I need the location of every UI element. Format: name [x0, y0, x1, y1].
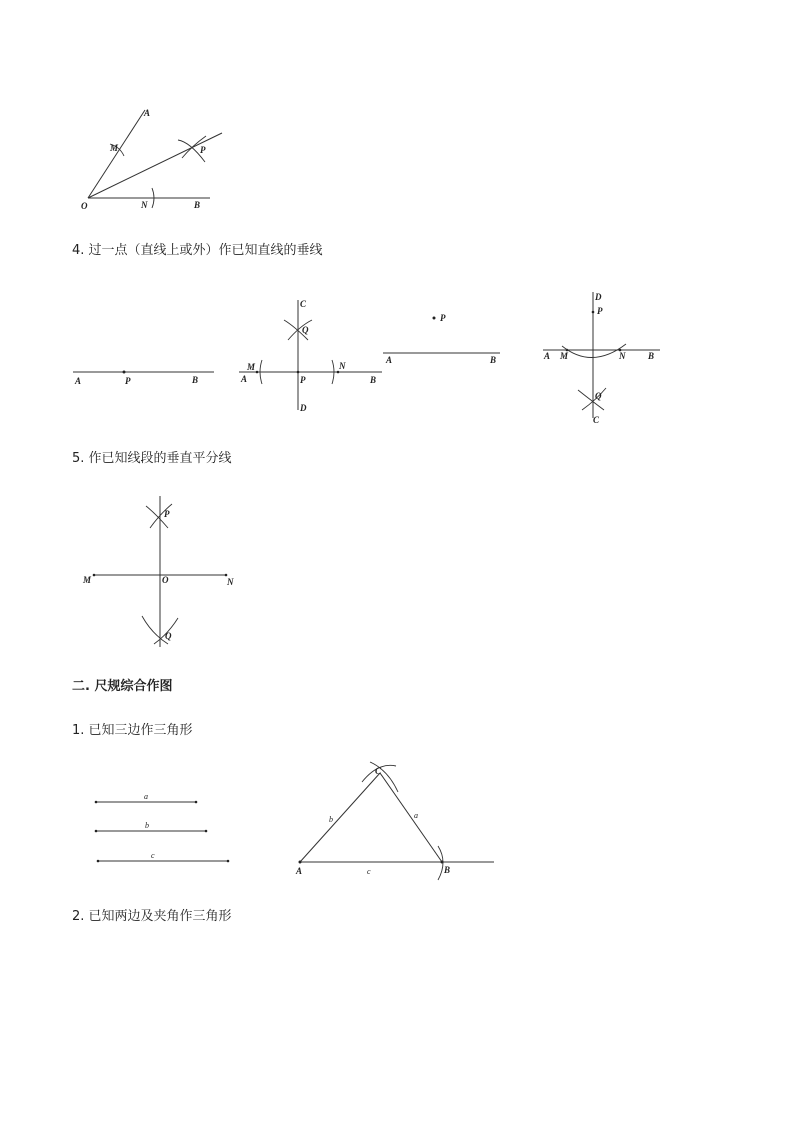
label-c-vertex: C [375, 766, 382, 776]
label-b-side: b [329, 815, 333, 824]
label-m: M [110, 143, 119, 153]
label-p: P [597, 306, 603, 316]
label-d: D [595, 292, 602, 302]
perp-bisector-figure [76, 492, 246, 652]
label-c: C [593, 415, 600, 425]
label-b: B [490, 355, 497, 365]
label-a: A [544, 351, 551, 361]
perp-on-line-result-figure [236, 296, 386, 416]
segment-b-end [205, 830, 208, 833]
label-b: B [648, 351, 655, 361]
label-m: M [560, 351, 569, 361]
point-n [225, 574, 228, 577]
point-m [256, 371, 259, 374]
side-b [300, 773, 380, 862]
label-b: B [194, 200, 201, 210]
label-a-vertex: A [296, 866, 303, 876]
point-p [433, 317, 436, 320]
label-c: c [151, 851, 155, 860]
label-b: b [145, 821, 149, 830]
label-m: M [83, 575, 92, 585]
arc-mn [562, 344, 626, 358]
arc-q2 [582, 388, 606, 410]
angle-bisector-figure [70, 100, 240, 215]
problem-1-title: 1. 已知三边作三角形 [72, 723, 193, 738]
side-a [380, 773, 442, 862]
label-p: P [300, 375, 306, 385]
ray-op [88, 133, 222, 198]
point-p [592, 311, 595, 314]
label-n: N [227, 577, 234, 587]
segment-c-start [97, 860, 100, 863]
point-m [93, 574, 96, 577]
label-n: N [619, 351, 626, 361]
segment-a-start [95, 801, 98, 804]
sss-triangle-figure [290, 760, 500, 882]
label-p: P [440, 313, 446, 323]
section-5-title: 5. 作已知线段的垂直平分线 [72, 451, 232, 466]
section-4-title: 4. 过一点（直线上或外）作已知直线的垂线 [72, 243, 323, 258]
label-m: M [247, 362, 256, 372]
label-b: B [370, 375, 377, 385]
label-n: N [141, 200, 148, 210]
label-b-vertex: B [444, 865, 451, 875]
label-n: N [339, 361, 346, 371]
point-p [297, 371, 300, 374]
label-a-side: a [414, 811, 418, 820]
label-c: C [300, 299, 307, 309]
vertex-a [299, 861, 302, 864]
segment-a-end [195, 801, 198, 804]
label-a: A [75, 376, 82, 386]
label-a: A [241, 374, 248, 384]
label-a: A [386, 355, 393, 365]
sss-segments-figure [90, 790, 240, 870]
label-p: P [200, 145, 206, 155]
label-o: O [162, 575, 169, 585]
segment-b-start [95, 830, 98, 833]
label-q: Q [165, 631, 172, 641]
label-a: A [144, 108, 151, 118]
label-c-side: c [367, 867, 371, 876]
segment-c-end [227, 860, 230, 863]
label-q: Q [595, 391, 602, 401]
point-n [337, 371, 340, 374]
label-o: O [81, 201, 88, 211]
perp-off-line-result-figure [540, 288, 665, 428]
perp-on-line-given-figure [70, 362, 220, 392]
point-p [123, 371, 126, 374]
label-p: P [125, 376, 131, 386]
label-p: P [164, 509, 170, 519]
perp-off-line-given-figure [380, 308, 505, 368]
label-a: a [144, 792, 148, 801]
problem-2-title: 2. 已知两边及夹角作三角形 [72, 909, 232, 924]
part-2-title: 二. 尺规综合作图 [72, 679, 173, 694]
label-q: Q [302, 325, 309, 335]
label-b: B [192, 375, 199, 385]
label-d: D [300, 403, 307, 413]
ray-oa [88, 110, 145, 198]
